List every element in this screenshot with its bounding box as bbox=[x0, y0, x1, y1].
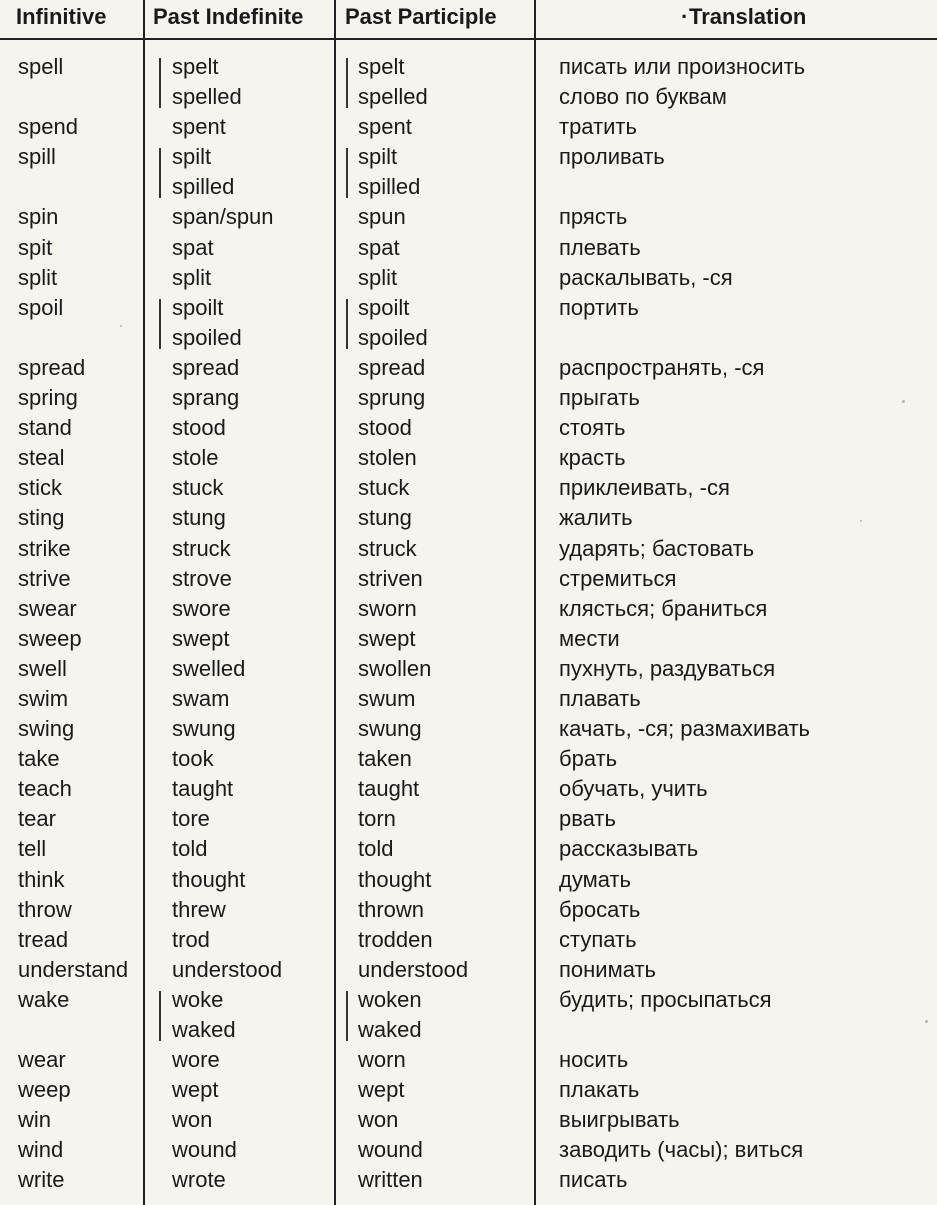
past-participle-cell: spilt bbox=[358, 144, 398, 170]
past-indefinite-cell: swung bbox=[172, 716, 236, 742]
past-participle-cell: stung bbox=[358, 505, 412, 531]
past-indefinite-cell: stuck bbox=[172, 475, 224, 501]
past-indefinite-cell: spread bbox=[172, 354, 240, 380]
past-participle-cell: stood bbox=[358, 415, 412, 441]
table-row-line bbox=[0, 52, 937, 82]
paper-speck bbox=[902, 400, 905, 403]
infinitive-cell: split bbox=[18, 264, 58, 290]
past-indefinite-cell: swam bbox=[172, 685, 230, 711]
past-participle-cell: split bbox=[358, 264, 398, 290]
table-row-line bbox=[0, 413, 937, 443]
infinitive-cell: take bbox=[18, 746, 60, 772]
infinitive-cell: win bbox=[18, 1107, 52, 1133]
past-participle-cell: spent bbox=[358, 114, 412, 140]
past-indefinite-cell: spoilt bbox=[172, 294, 224, 320]
header-translation-mark: · bbox=[681, 4, 689, 29]
table-row-line bbox=[0, 714, 937, 744]
past-indefinite-cell: swore bbox=[172, 595, 231, 621]
past-indefinite-cell: woke bbox=[172, 986, 224, 1012]
past-indefinite-cell: spat bbox=[172, 234, 214, 260]
past-indefinite-cell: told bbox=[172, 836, 208, 862]
past-indefinite-cell: wrote bbox=[172, 1167, 226, 1193]
translation-cell: ударять; бастовать bbox=[559, 535, 755, 561]
infinitive-cell: write bbox=[18, 1167, 65, 1193]
table-row-line bbox=[0, 804, 937, 834]
past-indefinite-cell: stung bbox=[172, 505, 226, 531]
past-participle-cell: stolen bbox=[358, 445, 417, 471]
past-participle-cell: thought bbox=[358, 866, 432, 892]
infinitive-cell: spin bbox=[18, 204, 59, 230]
past-indefinite-cell: waked bbox=[172, 1017, 236, 1042]
translation-cell: брать bbox=[559, 746, 618, 772]
infinitive-cell: understand bbox=[18, 956, 129, 982]
past-indefinite-cell: trod bbox=[172, 926, 210, 952]
past-participle-cell: waked bbox=[358, 1017, 422, 1042]
infinitive-cell: wear bbox=[18, 1047, 66, 1073]
table-row-line bbox=[0, 202, 937, 232]
translation-cell: носить bbox=[559, 1047, 629, 1073]
table-row-line bbox=[0, 895, 937, 925]
infinitive-cell: teach bbox=[18, 776, 72, 802]
past-indefinite-cell: wore bbox=[172, 1047, 220, 1073]
infinitive-cell: spit bbox=[18, 234, 53, 260]
past-participle-cell: woken bbox=[358, 986, 422, 1012]
table-row-line bbox=[0, 1165, 937, 1195]
table-row-line bbox=[0, 323, 937, 353]
table-row-line bbox=[0, 473, 937, 503]
infinitive-cell: tread bbox=[18, 926, 69, 952]
translation-cell: прыгать bbox=[559, 385, 640, 411]
translation-cell: ступать bbox=[559, 926, 637, 952]
translation-cell: плакать bbox=[559, 1077, 640, 1103]
table-row-line bbox=[0, 865, 937, 895]
header-divider bbox=[0, 38, 937, 40]
infinitive-cell: tear bbox=[18, 806, 56, 832]
infinitive-cell: swim bbox=[18, 685, 69, 711]
table-row-line bbox=[0, 112, 937, 142]
translation-cell: понимать bbox=[559, 956, 657, 982]
past-indefinite-cell: taught bbox=[172, 776, 234, 802]
past-indefinite-cell: stood bbox=[172, 415, 226, 441]
translation-cell: красть bbox=[559, 445, 626, 471]
header-infinitive: Infinitive bbox=[16, 4, 107, 29]
table-row-line bbox=[0, 564, 937, 594]
table-row-line bbox=[0, 353, 937, 383]
translation-cell: раскалывать, -ся bbox=[559, 264, 733, 290]
header-translation: Translation bbox=[689, 4, 807, 29]
past-participle-cell: written bbox=[358, 1167, 423, 1193]
infinitive-cell: strike bbox=[18, 535, 71, 561]
translation-cell: плевать bbox=[559, 234, 641, 260]
past-indefinite-cell: spilled bbox=[172, 174, 235, 200]
table-row-line bbox=[0, 1105, 937, 1135]
table-row-line bbox=[0, 654, 937, 684]
infinitive-cell: sting bbox=[18, 505, 65, 531]
past-indefinite-cell: spelled bbox=[172, 84, 242, 110]
paper-speck bbox=[120, 325, 122, 327]
table-row-line bbox=[0, 1075, 937, 1105]
translation-cell: пухнуть, раздуваться bbox=[559, 655, 776, 681]
past-participle-cell: trodden bbox=[358, 926, 433, 952]
table-header bbox=[0, 0, 937, 36]
translation-cell: приклеивать, -ся bbox=[559, 475, 730, 501]
translation-cell: тратить bbox=[559, 114, 637, 140]
table-row-line bbox=[0, 293, 937, 323]
past-indefinite-cell: split bbox=[172, 264, 212, 290]
past-indefinite-cell: tore bbox=[172, 806, 210, 832]
infinitive-cell: swing bbox=[18, 716, 75, 742]
past-participle-cell: taught bbox=[358, 776, 420, 802]
translation-cell: писать bbox=[559, 1167, 628, 1193]
translation-cell: клясться; браниться bbox=[559, 595, 768, 621]
table-row-line bbox=[0, 233, 937, 263]
past-participle-cell: spread bbox=[358, 354, 426, 380]
past-participle-cell: sprung bbox=[358, 385, 426, 411]
past-participle-cell: wound bbox=[358, 1137, 423, 1163]
infinitive-cell: weep bbox=[18, 1077, 71, 1103]
past-indefinite-cell: spilt bbox=[172, 144, 212, 170]
past-participle-cell: torn bbox=[358, 806, 396, 832]
table-body bbox=[0, 52, 937, 1196]
past-indefinite-cell: wept bbox=[172, 1077, 219, 1103]
past-participle-cell: sworn bbox=[358, 595, 417, 621]
past-indefinite-cell: stole bbox=[172, 445, 219, 471]
infinitive-cell: spend bbox=[18, 114, 78, 140]
table-row-line bbox=[0, 684, 937, 714]
table-row-line bbox=[0, 263, 937, 293]
table-row-line bbox=[0, 925, 937, 955]
table-row-line bbox=[0, 82, 937, 112]
past-indefinite-cell: spoiled bbox=[172, 324, 242, 350]
table-row-line bbox=[0, 534, 937, 564]
past-participle-cell: spoilt bbox=[358, 294, 410, 320]
infinitive-cell: tell bbox=[18, 836, 47, 862]
table-row-line bbox=[0, 774, 937, 804]
past-indefinite-cell: understood bbox=[172, 956, 283, 982]
infinitive-cell: wake bbox=[18, 986, 70, 1012]
table-row-line bbox=[0, 1135, 937, 1165]
infinitive-cell: spell bbox=[18, 54, 64, 79]
translation-cell: слово по буквам bbox=[559, 84, 727, 110]
past-indefinite-cell: threw bbox=[172, 896, 226, 922]
translation-cell: заводить (часы); виться bbox=[559, 1137, 804, 1163]
table-row-line bbox=[0, 624, 937, 654]
translation-cell: обучать, учить bbox=[559, 776, 708, 802]
past-indefinite-cell: span/spun bbox=[172, 204, 274, 230]
table-row-line bbox=[0, 955, 937, 985]
past-participle-cell: spilled bbox=[358, 174, 421, 200]
past-participle-cell: swept bbox=[358, 625, 416, 651]
translation-cell: думать bbox=[559, 866, 632, 892]
translation-cell: качать, -ся; размахивать bbox=[559, 716, 810, 742]
past-indefinite-cell: won bbox=[172, 1107, 213, 1133]
translation-cell: проливать bbox=[559, 144, 665, 170]
past-participle-cell: spelled bbox=[358, 84, 428, 110]
past-participle-cell: spat bbox=[358, 234, 400, 260]
translation-cell: мести bbox=[559, 625, 620, 651]
past-participle-cell: worn bbox=[358, 1047, 406, 1073]
translation-cell: портить bbox=[559, 294, 639, 320]
paper-speck bbox=[925, 1020, 928, 1023]
translation-cell: стремиться bbox=[559, 565, 677, 591]
past-indefinite-cell: swept bbox=[172, 625, 230, 651]
infinitive-cell: swell bbox=[18, 655, 67, 681]
translation-cell: рассказывать bbox=[559, 836, 699, 862]
infinitive-cell: steal bbox=[18, 445, 65, 471]
past-participle-cell: thrown bbox=[358, 896, 425, 922]
past-indefinite-cell: sprang bbox=[172, 385, 240, 411]
infinitive-cell: stick bbox=[18, 475, 62, 501]
table-row-line bbox=[0, 1015, 937, 1045]
translation-cell: бросать bbox=[559, 896, 641, 922]
past-participle-cell: spelt bbox=[358, 54, 405, 79]
past-participle-cell: swum bbox=[358, 685, 416, 711]
table-row-line bbox=[0, 443, 937, 473]
translation-cell: плавать bbox=[559, 685, 641, 711]
infinitive-cell: spring bbox=[18, 385, 78, 411]
past-indefinite-cell: spent bbox=[172, 114, 226, 140]
translation-cell: распространять, -ся bbox=[559, 354, 765, 380]
past-participle-cell: striven bbox=[358, 565, 423, 591]
infinitive-cell: spoil bbox=[18, 294, 64, 320]
past-participle-cell: taken bbox=[358, 746, 412, 772]
table-row-line bbox=[0, 383, 937, 413]
paper-speck bbox=[860, 520, 862, 522]
infinitive-cell: strive bbox=[18, 565, 71, 591]
past-participle-cell: wept bbox=[358, 1077, 405, 1103]
past-participle-cell: won bbox=[358, 1107, 399, 1133]
past-participle-cell: stuck bbox=[358, 475, 410, 501]
table-row-line bbox=[0, 594, 937, 624]
table-row-line bbox=[0, 834, 937, 864]
table-row-line bbox=[0, 503, 937, 533]
translation-cell: жалить bbox=[559, 505, 633, 531]
translation-cell: писать или произносить bbox=[559, 54, 806, 79]
past-participle-cell: told bbox=[358, 836, 394, 862]
past-indefinite-cell: struck bbox=[172, 535, 231, 561]
table-row-line bbox=[0, 172, 937, 202]
translation-cell: выигрывать bbox=[559, 1107, 680, 1133]
past-indefinite-cell: wound bbox=[172, 1137, 237, 1163]
infinitive-cell: wind bbox=[18, 1137, 64, 1163]
header-past-indefinite: Past Indefinite bbox=[153, 4, 304, 29]
past-participle-cell: swung bbox=[358, 716, 422, 742]
table-row-line bbox=[0, 744, 937, 774]
translation-cell: прясть bbox=[559, 204, 628, 230]
past-indefinite-cell: strove bbox=[172, 565, 232, 591]
infinitive-cell: swear bbox=[18, 595, 77, 621]
infinitive-cell: stand bbox=[18, 415, 72, 441]
infinitive-cell: spread bbox=[18, 354, 86, 380]
past-indefinite-cell: swelled bbox=[172, 655, 246, 681]
table-row-line bbox=[0, 1045, 937, 1075]
past-indefinite-cell: spelt bbox=[172, 54, 219, 79]
past-participle-cell: understood bbox=[358, 956, 469, 982]
infinitive-cell: think bbox=[18, 866, 65, 892]
translation-cell: рвать bbox=[559, 806, 616, 832]
table-row-line bbox=[0, 142, 937, 172]
translation-cell: будить; просыпаться bbox=[559, 986, 772, 1012]
table-row-line bbox=[0, 985, 937, 1015]
header-past-participle: Past Participle bbox=[345, 4, 497, 29]
infinitive-cell: spill bbox=[18, 144, 56, 170]
past-indefinite-cell: thought bbox=[172, 866, 246, 892]
infinitive-cell: sweep bbox=[18, 625, 82, 651]
infinitive-cell: throw bbox=[18, 896, 72, 922]
past-participle-cell: spoiled bbox=[358, 324, 428, 350]
past-indefinite-cell: took bbox=[172, 746, 214, 772]
translation-cell: стоять bbox=[559, 415, 626, 441]
past-participle-cell: spun bbox=[358, 204, 406, 230]
past-participle-cell: swollen bbox=[358, 655, 432, 681]
past-participle-cell: struck bbox=[358, 535, 417, 561]
